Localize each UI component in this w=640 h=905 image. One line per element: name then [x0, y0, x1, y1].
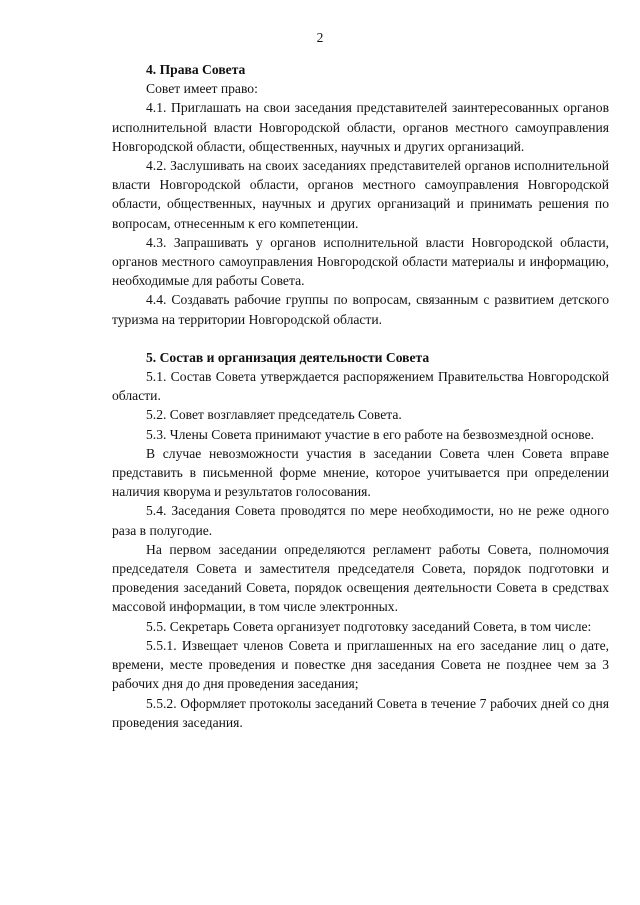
document-body: [112, 60, 609, 732]
clause-5-5: 5.5. Секретарь Совета организует подготовку заседаний Совета, в том числе:: [146, 618, 592, 634]
clause-5-2: 5.2. Совет возглавляет председатель Совета.: [146, 407, 402, 423]
section-4-heading: 4. Права Совета: [146, 62, 246, 77]
clause-4-3: 4.3. Запрашивать у органов исполнительной власти Новгородской области, органов местного самоуправления Новгородской области материалы и информацию, необходимые для работы Совета.: [112, 234, 609, 289]
clause-5-1: 5.1. Состав Совета утверждается распоряжением Правительства Новгородской области.: [112, 369, 609, 404]
clause-5-5-2: 5.5.2. Оформляет протоколы заседаний Совета в течение 7 рабочих дней со дня проведения заседания.: [112, 695, 609, 730]
clause-5-3-note: В случае невозможности участия в заседании Совета член Совета вправе представить в письменной форме мнение, которое учитывается при определении наличия кворума и результатов голосования.: [112, 445, 609, 500]
clause-4-4: 4.4. Создавать рабочие группы по вопросам, связанным с развитием детского туризма на территории Новгородской области.: [112, 292, 609, 327]
section-5-heading: 5. Состав и организация деятельности Совета: [146, 349, 430, 365]
clause-4-2: 4.2. Заслушивать на своих заседаниях представителей органов исполнительной власти Новгородской области, органов местного самоуправления Новгородской области, общественных, научных и других организаций и принимать решения по вопросам, отнесенным к его компетенции.: [112, 158, 609, 231]
clause-5-5-1: 5.5.1. Извещает членов Совета и приглашенных на его заседание лиц о дате, времени, месте проведения и повестке дня заседания Совета не позднее чем за 3 рабочих дня до дня проведения заседания;: [112, 637, 609, 692]
clause-5-4-note: На первом заседании определяются регламент работы Совета, полномочия председателя Совета и заместителя председателя Совета, порядок подготовки и проведения заседаний Совета, порядок освещения деятельности Совета в средствах массовой информации, в том числе электронных.: [112, 541, 609, 615]
section-4-intro: Совет имеет право:: [146, 81, 258, 97]
page-number: 2: [316, 30, 324, 45]
clause-5-3: 5.3. Члены Совета принимают участие в его работе на безвозмездной основе.: [146, 426, 595, 442]
clause-5-4: 5.4. Заседания Совета проводятся по мере необходимости, но не реже одного раза в полугодие.: [112, 503, 609, 538]
clause-4-1: 4.1. Приглашать на свои заседания представителей заинтересованных органов исполнительной власти Новгородской области, органов местного самоуправления Новгородской области, общественных, научных и других организаций.: [112, 100, 609, 154]
